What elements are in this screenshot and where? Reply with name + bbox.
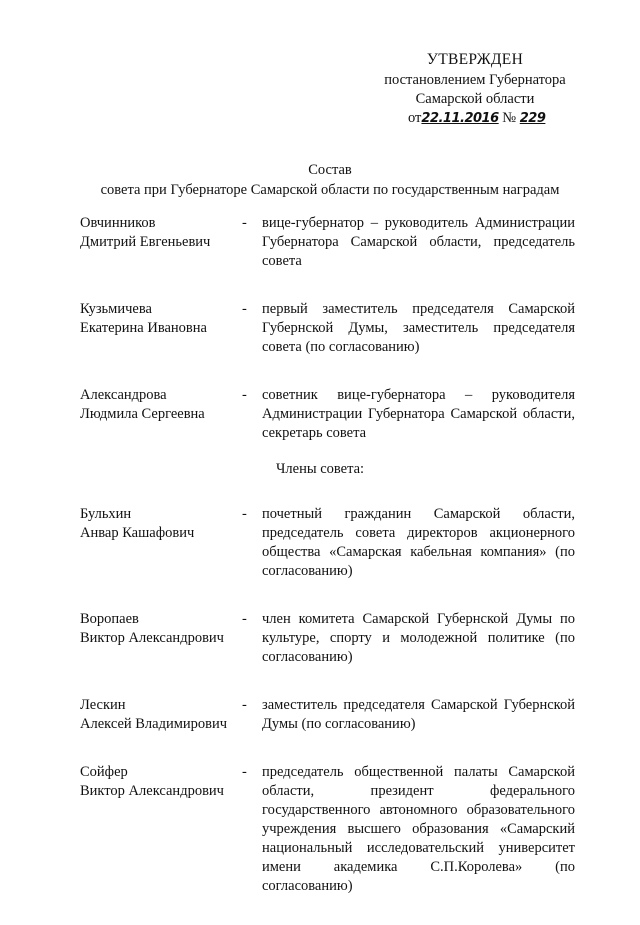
member-role: первый заместитель председателя Самарской Губернской Думы, заместитель председателя совета (по согласованию) xyxy=(262,301,575,355)
dash-separator: - xyxy=(242,506,247,522)
member-role: председатель общественной палаты Самарской области, президент федерального государственного автономного образовательного учреждения высшего образования «Самарский национальный исследовательский университет имени академика С.П.Королева» (по согласованию) xyxy=(262,764,575,894)
dash-separator: - xyxy=(242,215,247,231)
member-role: почетный гражданин Самарской области, председатель совета директоров акционерного общества «Самарская кабельная компания» (по согласованию) xyxy=(262,506,575,579)
handwritten-number: 229 xyxy=(519,111,546,126)
member-given-name: Анвар Кашафович xyxy=(80,525,195,541)
member-surname: Сойфер xyxy=(80,764,128,780)
member-surname: Воропаев xyxy=(80,611,139,627)
dash-separator: - xyxy=(242,301,247,317)
region-line: Самарской области xyxy=(415,91,535,107)
member-role: член комитета Самарской Губернской Думы по культуре, спорту и молодежной политике (по согласованию) xyxy=(262,611,575,665)
approved-by-line: постановлением Губернатора xyxy=(384,72,566,88)
member-row xyxy=(80,610,575,667)
council-list xyxy=(80,214,575,925)
members-heading: Члены совета: xyxy=(276,461,365,477)
member-surname: Кузьмичева xyxy=(80,301,152,317)
title-line-1: Состав xyxy=(308,162,352,178)
member-role: советник вице-губернатора – руководителя Администрации Губернатора Самарской области, секретарь совета xyxy=(262,387,575,441)
date-number-line xyxy=(360,109,590,128)
number-prefix: № xyxy=(502,110,517,126)
member-surname: Лескин xyxy=(80,697,126,713)
member-row xyxy=(80,505,575,581)
member-role: заместитель председателя Самарской Губернской Думы (по согласованию) xyxy=(262,697,575,732)
member-name xyxy=(80,300,242,357)
member-name xyxy=(80,505,242,581)
member-row xyxy=(80,214,575,271)
member-role: вице-губернатор – руководитель Администрации Губернатора Самарской области, председатель совета xyxy=(262,215,575,269)
member-given-name: Дмитрий Евгеньевич xyxy=(80,234,211,250)
member-surname: Овчинников xyxy=(80,215,156,231)
member-given-name: Екатерина Ивановна xyxy=(80,320,207,336)
member-name xyxy=(80,386,242,443)
dash-separator: - xyxy=(242,764,247,780)
approval-stamp xyxy=(360,50,590,128)
member-name xyxy=(80,214,242,271)
member-given-name: Людмила Сергеевна xyxy=(80,406,205,422)
member-name xyxy=(80,763,242,896)
member-row xyxy=(80,696,575,734)
member-surname: Бульхин xyxy=(80,506,132,522)
member-row xyxy=(80,763,575,896)
member-row xyxy=(80,386,575,443)
member-given-name: Алексей Владимирович xyxy=(80,716,228,732)
member-given-name: Виктор Александрович xyxy=(80,630,224,646)
member-name xyxy=(80,696,242,734)
member-row xyxy=(80,300,575,357)
handwritten-date: 22.11.2016 xyxy=(421,111,499,126)
document-title xyxy=(0,160,640,200)
member-name xyxy=(80,610,242,667)
member-surname: Александрова xyxy=(80,387,167,403)
date-prefix: от xyxy=(408,110,422,126)
title-line-2: совета при Губернаторе Самарской области по государственным наградам xyxy=(100,182,560,198)
approved-heading: УТВЕРЖДЕН xyxy=(426,51,524,68)
dash-separator: - xyxy=(242,611,247,627)
member-given-name: Виктор Александрович xyxy=(80,783,224,799)
dash-separator: - xyxy=(242,697,247,713)
dash-separator: - xyxy=(242,387,247,403)
